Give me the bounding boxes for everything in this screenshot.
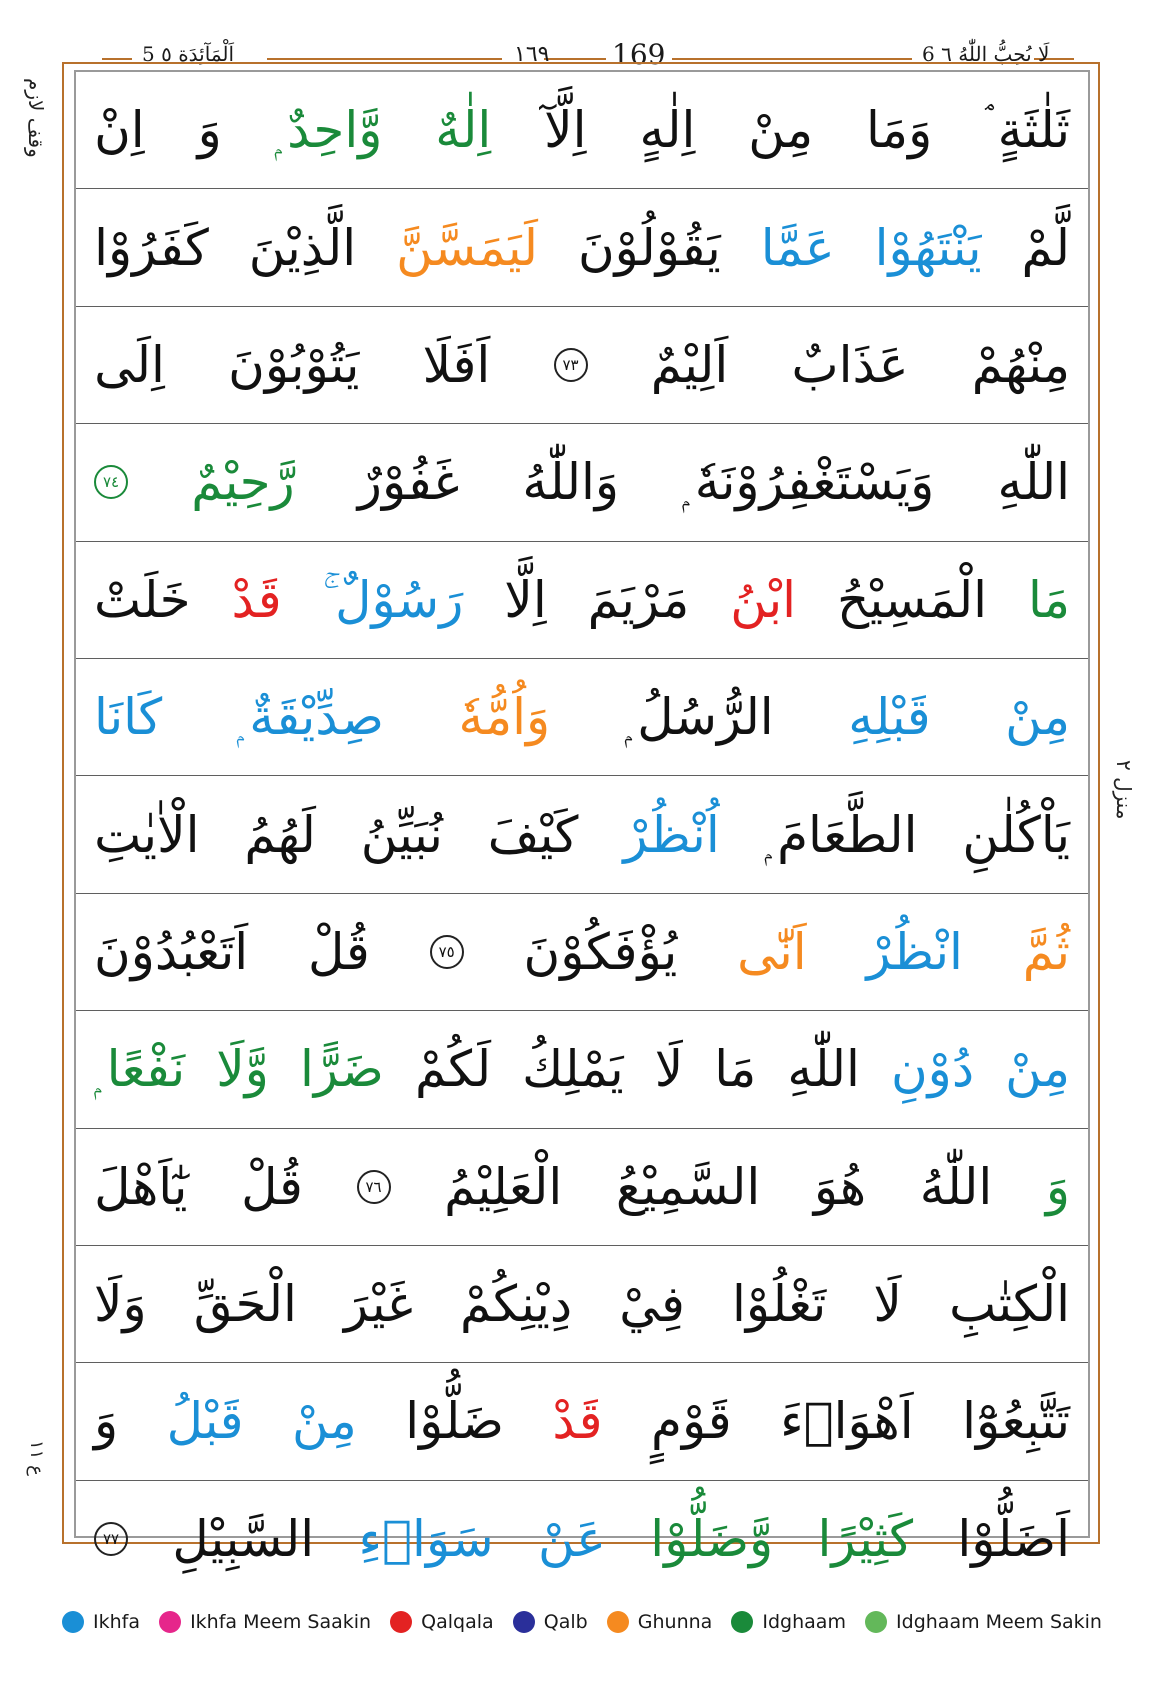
ayah-number-marker: ٧٦: [357, 1170, 391, 1204]
quran-word: الْمَسِيْحُ: [837, 570, 988, 629]
legend-label: Idghaam Meem Sakin: [896, 1611, 1102, 1633]
quran-word: رَّحِيْمٌ: [191, 453, 295, 512]
quran-word: الْحَقِّ: [193, 1275, 297, 1334]
quran-word: وَ: [1045, 1157, 1070, 1216]
quran-word: مَا: [714, 1040, 757, 1099]
quran-word: وَيَسْتَغْفِرُوْنَهٗ ۭ: [682, 453, 935, 512]
quran-word: يَمْلِكُ: [522, 1040, 624, 1099]
legend-color-dot: [731, 1611, 753, 1633]
header-rule: [102, 58, 132, 60]
quran-word: دِيْنِكُمْ: [459, 1275, 573, 1334]
quran-word: لَا: [873, 1275, 902, 1334]
quran-word: اِلَّا: [504, 570, 547, 629]
quran-word: وَلَا: [94, 1275, 147, 1334]
quran-word: خَلَتْ: [94, 570, 191, 629]
juz-name: 6 لَا يُحِبُّ اللّٰهُ ٦: [922, 42, 1050, 66]
quran-word: لَيَمَسَّنَّ: [396, 218, 538, 277]
quran-text-block: [76, 72, 1088, 1598]
quran-word: نَفْعًا ۭ: [94, 1040, 186, 1099]
margin-note-manzil: منزل ٢: [1112, 760, 1136, 820]
quran-word: مِنْ: [1005, 1040, 1070, 1099]
quran-word: غَيْرَ: [344, 1275, 413, 1334]
quran-word: اُنْظُرْ: [623, 805, 720, 864]
quran-word: اِلٰهٌ: [435, 101, 492, 160]
quran-word: ثُمَّ: [1022, 922, 1070, 981]
quran-word: قَبْلِهِ: [848, 688, 931, 747]
quran-word: لَا: [654, 1040, 684, 1099]
quran-word: وَاُمُّهٗ: [458, 688, 551, 747]
quran-word: وَاللّٰهُ: [522, 453, 620, 512]
quran-word: كَانَا: [94, 688, 163, 747]
quran-word: ثَلٰثَةٍ ۘ: [985, 101, 1070, 160]
quran-line: [76, 1363, 1088, 1480]
legend-label: Ghunna: [637, 1611, 713, 1633]
quran-word: مِنْ: [1005, 688, 1070, 747]
quran-word: اَنّٰى: [737, 922, 807, 981]
quran-line: [76, 72, 1088, 189]
quran-word: انْظُرْ: [866, 922, 963, 981]
quran-word: اَفَلَا: [422, 335, 491, 394]
quran-word: هُوَ: [813, 1157, 867, 1216]
legend-label: Ikhfa: [93, 1611, 140, 1633]
quran-word: اللّٰهُ: [919, 1157, 993, 1216]
quran-word: غَفُوْرٌ: [357, 453, 460, 512]
quran-word: رَسُوْلٌ ۚ: [322, 570, 464, 629]
quran-word: كَثِيْرًا: [817, 1510, 914, 1569]
ayah-number-marker: ٧٧: [94, 1522, 128, 1556]
quran-word: ضَرًّا: [299, 1040, 384, 1099]
page-number: 169: [612, 38, 666, 71]
quran-word: كَيْفَ: [487, 805, 579, 864]
quran-word: اللّٰهِ: [787, 1040, 860, 1099]
legend-color-dot: [607, 1611, 629, 1633]
legend-color-dot: [62, 1611, 84, 1633]
quran-word: عَنْ: [538, 1510, 606, 1569]
quran-word: قَبْلُ: [166, 1392, 244, 1451]
quran-word: ضَلُّوْا: [405, 1392, 504, 1451]
quran-word: اَتَعْبُدُوْنَ: [94, 922, 249, 981]
quran-word: وَّضَلُّوْا: [650, 1510, 774, 1569]
quran-word: نُبَيِّنُ: [360, 805, 443, 864]
quran-word: مَرْيَمَ: [587, 570, 690, 629]
legend-color-dot: [865, 1611, 887, 1633]
legend-item: [731, 1611, 846, 1633]
quran-line: [76, 894, 1088, 1011]
quran-line: [76, 659, 1088, 776]
quran-word: يَتُوْبُوْنَ: [228, 335, 360, 394]
legend-color-dot: [390, 1611, 412, 1633]
header-rule: [544, 58, 606, 60]
ayah-number-marker: ٧٤: [94, 465, 128, 499]
quran-line: [76, 542, 1088, 659]
quran-word: يَقُوْلُوْنَ: [577, 218, 721, 277]
quran-word: يٰٓاَهْلَ: [94, 1157, 188, 1216]
quran-word: لَّمْ: [1021, 218, 1070, 277]
legend-item: [513, 1611, 588, 1633]
quran-word: اِنْ: [94, 101, 145, 160]
header-rule: [267, 58, 502, 60]
quran-line: [76, 1481, 1088, 1598]
legend-label: Qalb: [543, 1611, 588, 1633]
quran-line: [76, 776, 1088, 893]
margin-note-ruku: ع ١١: [26, 1440, 47, 1476]
quran-word: اِلٰهٍ: [639, 101, 696, 160]
quran-line: [76, 1246, 1088, 1363]
quran-line: [76, 1129, 1088, 1246]
tajweed-legend: [62, 1602, 1102, 1642]
legend-item: [607, 1611, 713, 1633]
quran-line: [76, 189, 1088, 306]
quran-word: كَفَرُوْا: [94, 218, 209, 277]
quran-word: اَهْوَاۗءَ: [780, 1392, 914, 1451]
quran-word: وَ: [197, 101, 222, 160]
quran-word: ابْنُ: [730, 570, 797, 629]
quran-word: لَكُمْ: [414, 1040, 492, 1099]
quran-word: الْاٰيٰتِ: [94, 805, 200, 864]
quran-word: مِنْ: [748, 101, 814, 160]
legend-item: [62, 1611, 140, 1633]
quran-word: اِلَّآ: [544, 101, 587, 160]
quran-word: يَاْكُلٰنِ: [962, 805, 1070, 864]
quran-word: قُلْ: [308, 922, 370, 981]
quran-line: [76, 307, 1088, 424]
quran-word: قَدْ: [231, 570, 282, 629]
quran-word: لَهُمُ: [244, 805, 316, 864]
quran-word: تَتَّبِعُوْٓا: [962, 1392, 1070, 1451]
quran-word: فِيْ: [619, 1275, 685, 1334]
quran-word: مِنْ: [291, 1392, 357, 1451]
quran-word: عَذَابٌ: [791, 335, 909, 394]
quran-word: يُؤْفَكُوْنَ: [523, 922, 678, 981]
legend-label: Qalqala: [421, 1611, 494, 1633]
quran-word: الْكِتٰبِ: [949, 1275, 1070, 1334]
quran-word: قُلْ: [241, 1157, 303, 1216]
surah-name: 5 اَلْمَآئِدَة ٥: [142, 42, 235, 66]
quran-word: قَوْمٍ: [650, 1392, 732, 1451]
quran-word: الَّذِيْنَ: [248, 218, 357, 277]
quran-word: اِلَى: [94, 335, 165, 394]
quran-word: صِدِّيْقَةٌ ۭ: [236, 688, 384, 747]
legend-label: Idghaam: [762, 1611, 846, 1633]
legend-label: Ikhfa Meem Saakin: [190, 1611, 372, 1633]
quran-word: الرُّسُلُ ۭ: [624, 688, 774, 747]
quran-word: الْعَلِيْمُ: [444, 1157, 563, 1216]
quran-word: وَ: [94, 1392, 119, 1451]
quran-word: دُوْنِ: [890, 1040, 975, 1099]
quran-word: عَمَّا: [760, 218, 835, 277]
quran-word: مِنْهُمْ: [971, 335, 1070, 394]
quran-word: وَّلَا: [216, 1040, 269, 1099]
quran-word: اَضَلُّوْا: [957, 1510, 1070, 1569]
legend-color-dot: [513, 1611, 535, 1633]
legend-item: [159, 1611, 371, 1633]
quran-word: وَّاحِدٌ ۭ: [274, 101, 383, 160]
quran-word: اللّٰهِ: [997, 453, 1070, 512]
quran-line: [76, 424, 1088, 541]
ayah-number-marker: ٧٣: [554, 348, 588, 382]
legend-item: [865, 1611, 1102, 1633]
quran-word: السَّبِيْلِ: [172, 1510, 315, 1569]
quran-line: [76, 1011, 1088, 1128]
quran-word: سَوَاۗءِ: [358, 1510, 494, 1569]
page-number-arabic: ١٦٩: [514, 42, 550, 67]
ayah-number-marker: ٧٥: [430, 935, 464, 969]
quran-word: اَلِيْمٌ: [650, 335, 729, 394]
legend-item: [390, 1611, 494, 1633]
header-rule: [672, 58, 912, 60]
quran-word: يَنْتَهُوْا: [874, 218, 982, 277]
quran-word: الطَّعَامَ ۭ: [764, 805, 918, 864]
quran-word: مَا: [1027, 570, 1070, 629]
quran-word: السَّمِيْعُ: [615, 1157, 761, 1216]
legend-color-dot: [159, 1611, 181, 1633]
quran-word: قَدْ: [552, 1392, 603, 1451]
quran-word: وَمَا: [866, 101, 933, 160]
margin-note-waqf: وقف لازم: [24, 78, 48, 158]
quran-word: تَغْلُوْا: [731, 1275, 827, 1334]
